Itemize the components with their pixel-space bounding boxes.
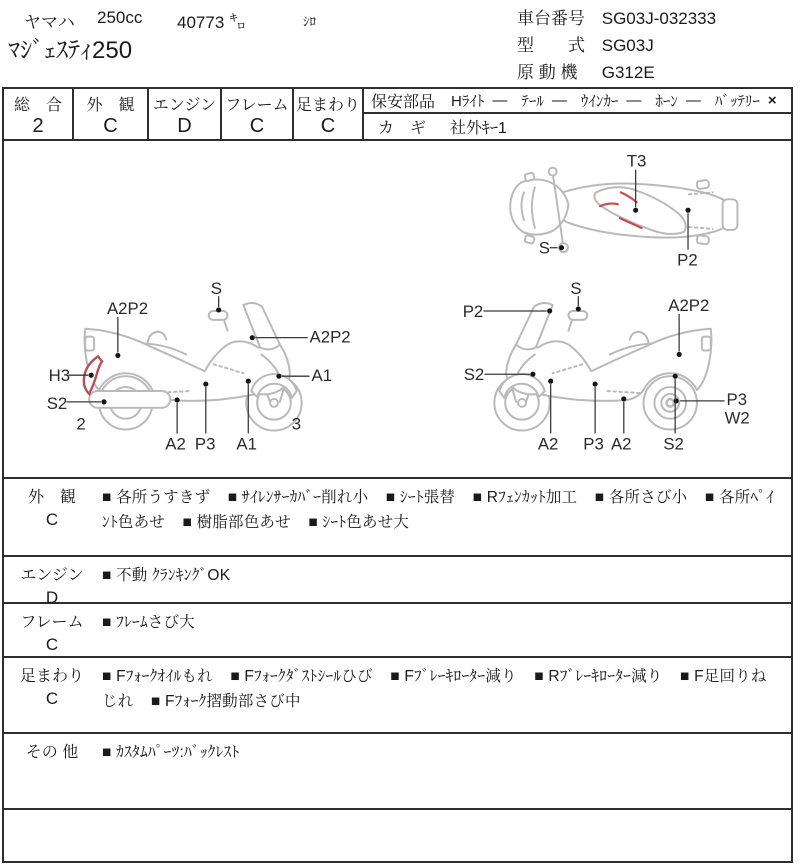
chassis-number-label: 車台番号: [517, 9, 585, 28]
sheet-table: [2, 87, 793, 863]
safety-parts-title: 保安部品: [371, 94, 436, 111]
condition-item: ■ ﾌﾚｰﾑさび大: [102, 614, 195, 631]
key-value: 社外ｷｰ1: [450, 120, 507, 137]
condition-item: ■ Fﾌｫｰｸ摺動部さび中: [151, 693, 301, 710]
label-right-a2-front: A2: [537, 434, 559, 454]
safety-part-winker: ｳｲﾝｶｰ ―: [580, 92, 642, 110]
label-left-wheel-rear: 2: [76, 414, 86, 434]
grade-label: エンジン: [152, 97, 217, 114]
label-left-s2: S2: [46, 393, 68, 413]
grade-label: 足まわり: [295, 97, 360, 114]
condition-item: ■ Rﾌｪﾝｶｯﾄ加工: [473, 489, 578, 506]
condition-item: ■ Fﾌｫｰｸﾀﾞｽﾄｼｰﾙひび: [230, 668, 372, 685]
condition-item: ■ 樹脂部色あせ: [183, 514, 291, 531]
section-grade: C: [45, 689, 59, 708]
section-exterior: [4, 479, 791, 557]
label-left-a1: A1: [311, 366, 333, 386]
grade-label: 外 観: [86, 97, 135, 114]
condition-item: ■ ｼｰﾄ色あせ大: [308, 514, 409, 531]
condition-item: ■ 各所うすきず: [102, 489, 210, 506]
grade-value: D: [177, 115, 192, 137]
section-items: [100, 604, 791, 656]
grade-label: フレーム: [225, 97, 289, 114]
safety-part-tail: ﾃｰﾙ ―: [521, 92, 567, 110]
safety-part-horn: ﾎｰﾝ ―: [655, 92, 701, 110]
label-top-t3: T3: [626, 151, 647, 171]
engine-code-label: 原 動 機: [517, 63, 578, 82]
section-items: [100, 658, 791, 732]
condition-item: ■ 各所ﾍﾟｲﾝﾄ色あせ: [102, 489, 774, 531]
label-right-p2: P2: [462, 301, 484, 321]
label-left-a2: A2: [165, 434, 186, 454]
grade-strip: [4, 89, 791, 141]
grade-cell-exterior: [74, 89, 149, 139]
label-right-a2p2: A2P2: [668, 295, 710, 315]
label-top-p2: P2: [677, 250, 698, 270]
condition-item: ■ Rﾌﾞﾚｰｷﾛｰﾀｰ減り: [534, 668, 662, 685]
label-right-s2: S2: [463, 365, 485, 385]
model-code-row: [517, 32, 716, 59]
key-row: [364, 114, 791, 139]
label-left-a2p2-front: A2P2: [309, 327, 351, 347]
label-right-w2: W2: [724, 408, 750, 428]
label-left-h3: H3: [48, 366, 71, 386]
vehicle-info: [517, 5, 716, 86]
section-frame: [4, 604, 791, 658]
body-color: ｼﾛ: [303, 14, 316, 29]
condition-item: ■ Fﾌｫｰｸｵｲﾙもれ: [102, 668, 213, 685]
chassis-number-value: SG03J-032333: [601, 9, 717, 28]
key-label: カ ギ: [378, 120, 427, 137]
model-code-label: 型 式: [517, 36, 585, 55]
grade-cell-undercarriage: [294, 89, 364, 139]
engine-code-value: G312E: [601, 63, 655, 82]
muffler: [89, 391, 170, 408]
section-label: 足まわり: [19, 668, 84, 685]
grade-value: C: [103, 115, 118, 137]
section-grade: C: [45, 635, 59, 654]
section-engine: [4, 557, 791, 607]
grade-value: C: [320, 115, 336, 137]
condition-item: ■ 不動 ｸﾗﾝｷﾝｸﾞOK: [102, 567, 230, 584]
grade-cell-overall: [4, 89, 74, 139]
condition-item: ■ ｼｰﾄ張替: [386, 489, 455, 506]
label-right-p3-floor: P3: [583, 434, 604, 454]
section-other: [4, 734, 791, 810]
label-right-p3: P3: [726, 389, 748, 409]
left-side-view-drawing: [84, 303, 302, 431]
section-items: [100, 479, 791, 555]
label-right-s2-rear: S2: [663, 434, 684, 454]
section-undercarriage: [4, 658, 791, 734]
section-grade: D: [45, 588, 59, 607]
grade-cell-frame: [222, 89, 294, 139]
condition-item: ■ Fﾌﾞﾚｰｷﾛｰﾀｰ減り: [390, 668, 517, 685]
section-label: フレーム: [20, 614, 84, 631]
safety-part-headlight: Hﾗｲﾄ ―: [451, 92, 508, 110]
safety-parts-box: [364, 89, 791, 139]
condition-item: ■ ｻｲﾚﾝｻｰｶﾊﾞｰ削れ小: [228, 489, 368, 506]
section-items: [100, 557, 791, 602]
maker-name: ヤマハ: [24, 13, 75, 32]
model-code-value: SG03J: [601, 36, 654, 55]
damage-diagram-svg: [4, 141, 791, 475]
section-grade: C: [45, 510, 59, 529]
grade-cell-engine: [149, 89, 222, 139]
label-left-s: S: [210, 279, 222, 299]
grade-value: C: [249, 115, 265, 137]
label-top-s: S: [538, 238, 551, 258]
label-left-p3: P3: [194, 434, 216, 454]
section-items: [100, 734, 791, 808]
section-label: エンジン: [20, 567, 84, 584]
section-label: その 他: [25, 744, 79, 761]
model-name: ﾏｼﾞｪｽﾃｨ250: [8, 37, 133, 64]
displacement: 250cc: [97, 8, 143, 27]
empty-row: [4, 810, 791, 861]
grade-label: 総 合: [13, 97, 62, 114]
label-right-a2-floor: A2: [610, 434, 632, 454]
label-right-s: S: [570, 279, 582, 299]
label-left-wheel-front: 3: [291, 414, 302, 434]
chassis-number-row: [517, 5, 716, 32]
label-left-a1-lower: A1: [236, 434, 257, 454]
mileage: 40773 ㌔: [177, 13, 246, 32]
condition-item: ■ F足回りねじれ: [102, 668, 767, 710]
safety-part-battery: ﾊﾞｯﾃﾘｰ ×: [714, 92, 777, 110]
label-left-a2p2-rear: A2P2: [106, 298, 149, 318]
damage-diagram-area: [4, 141, 791, 479]
engine-code-row: [517, 59, 716, 86]
safety-parts-row: [364, 89, 791, 114]
grade-value: 2: [32, 115, 44, 137]
condition-item: ■ ｶｽﾀﾑﾊﾟｰﾂ:ﾊﾞｯｸﾚｽﾄ: [102, 744, 239, 761]
condition-item: ■ 各所さび小: [595, 489, 688, 506]
section-label: 外 観: [27, 489, 76, 506]
